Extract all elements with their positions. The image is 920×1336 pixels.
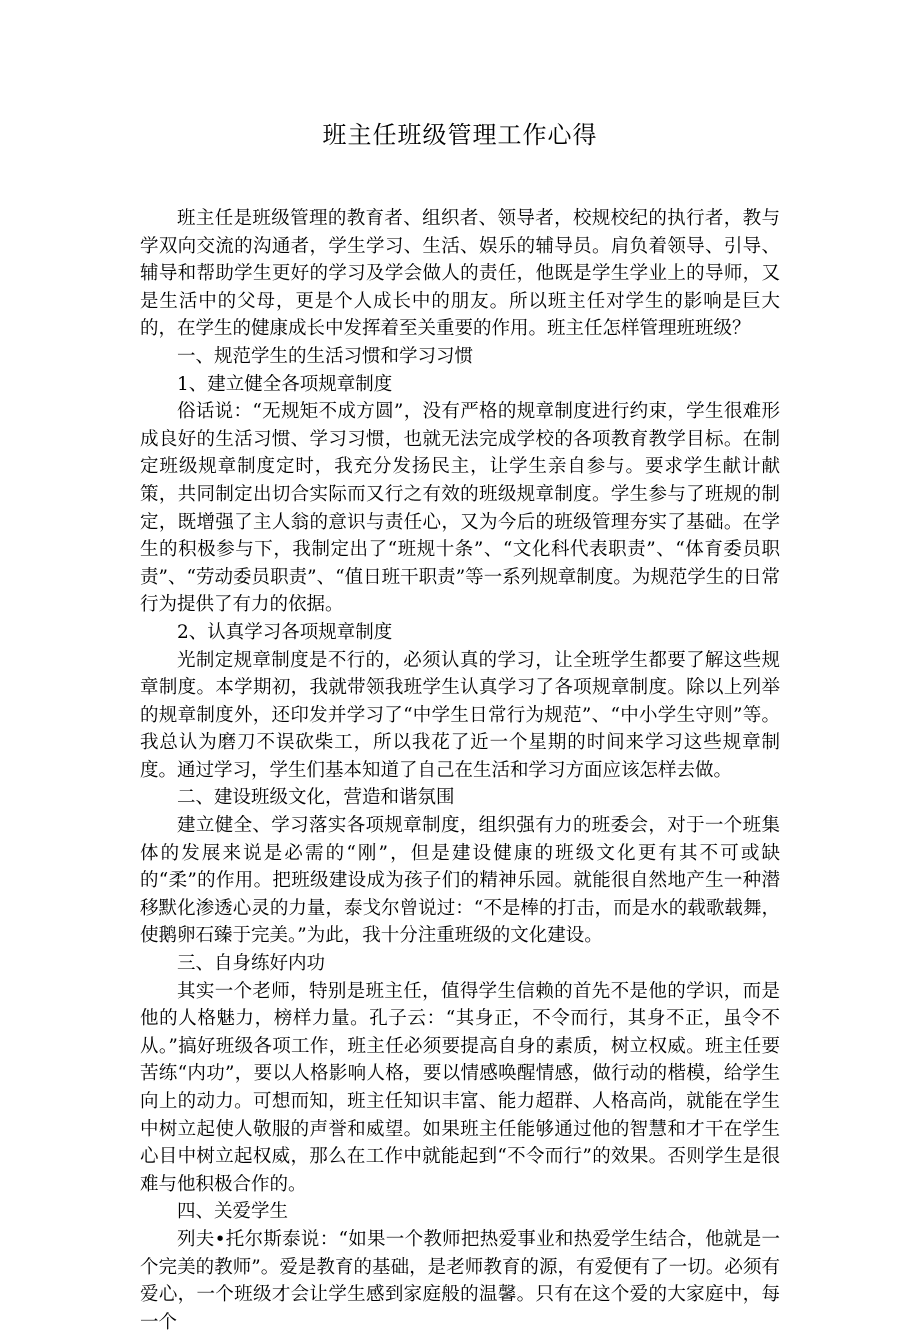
section-heading-1: 一、规范学生的生活习惯和学习习惯 <box>177 345 474 367</box>
paragraph-rules: 俗话说：“无规矩不成方圆”，没有严格的规章制度进行约束，学生很难形成良好的生活习惯、学习习惯，也就无法完成学校的各项教育教学目标。在制定班级规章制度定时，我充分发扬民主，让学生亲自参与。要求学生献计献策，共同制定出切合实际而又行之有效的班级规章制度。学生参与了班规的制定，既增强了主人翁的意识与责任心，又为今后的班级管理夯实了基础。在学生的积极参与下，我制定出了“班规十条”、“文化科代表职责”、“体育委员职责”、“劳动委员职责”、“值日班干职责”等一系列规章制度。为规范学生的日常行为提供了有力的依据。 <box>140 401 780 616</box>
paragraph-care-students: 列夫•托尔斯泰说：“如果一个教师把热爱事业和热爱学生结合，他就是一个完美的教师”。爱是教育的基础，是老师教育的源，有爱便有了一切。必须有爱心，一个班级才会让学生感到家庭般的温馨。只有在这个爱的大家庭中，每一个 <box>140 1228 780 1333</box>
paragraph-class-culture: 建立健全、学习落实各项规章制度，组织强有力的班委会，对于一个班集体的发展来说是必需的“刚”，但是建设健康的班级文化更有其不可或缺的“柔”的作用。把班级建设成为孩子们的精神乐园。就能很自然地产生一种潜移默化渗透心灵的力量，泰戈尔曾说过：“不是棒的打击，而是水的载歌载舞，使鹅卵石臻于完美。”为此，我十分注重班级的文化建设。 <box>140 815 780 947</box>
section-heading-3: 三、自身练好内功 <box>177 953 326 975</box>
section-heading-4: 四、关爱学生 <box>177 1201 289 1223</box>
intro-paragraph: 班主任是班级管理的教育者、组织者、领导者，校规校纪的执行者，教与学双向交流的沟通者，学生学习、生活、娱乐的辅导员。肩负着领导、引导、辅导和帮助学生更好的学习及学会做人的责任，他既是学生学业上的导师，又是生活中的父母，更是个人成长中的朋友。所以班主任对学生的影响是巨大的，在学生的健康成长中发挥着至关重要的作用。班主任怎样管理班班级？ <box>140 208 780 340</box>
paragraph-study-rules: 光制定规章制度是不行的，必须认真的学习，让全班学生都要了解这些规章制度。本学期初，我就带领我班学生认真学习了各项规章制度。除以上列举的规章制度外，还印发并学习了“中学生日常行为规范”、“中小学生守则”等。我总认为磨刀不误砍柴工，所以我花了近一个星期的时间来学习这些规章制度。通过学习，学生们基本知道了自己在生活和学习方面应该怎样去做。 <box>140 649 780 781</box>
subsection-heading-1-2: 2、认真学习各项规章制度 <box>177 621 393 643</box>
document-body <box>140 205 780 1336</box>
paragraph-self-improvement: 其实一个老师，特别是班主任，值得学生信赖的首先不是他的学识，而是他的人格魅力，榜样力量。孔子云：“其身正，不令而行，其身不正，虽令不从。”搞好班级各项工作，班主任必须要提高自身的素质，树立权威。班主任要苦练“内功”，要以人格影响人格，要以情感唤醒情感，做行动的楷模，给学生向上的动力。可想而知，班主任知识丰富、能力超群、人格高尚，就能在学生中树立起使人敬服的声誉和威望。如果班主任能够通过他的智慧和才干在学生心目中树立起权威，那么在工作中就能起到“不令而行”的效果。否则学生是很难与他积极合作的。 <box>140 980 780 1195</box>
document-title: 班主任班级管理工作心得 <box>322 121 598 149</box>
subsection-heading-1-1: 1、建立健全各项规章制度 <box>177 373 393 395</box>
section-heading-2: 二、建设班级文化，营造和谐氛围 <box>177 787 455 809</box>
